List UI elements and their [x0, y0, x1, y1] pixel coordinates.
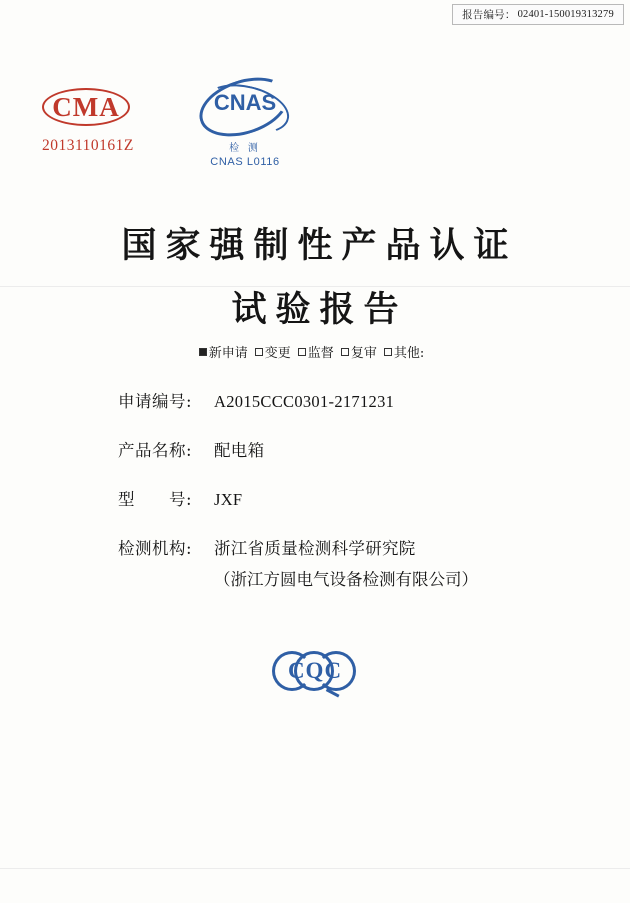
application-type-option-3[interactable] [341, 346, 377, 361]
field-label-test-organization: 检测机构: [118, 539, 193, 558]
field-application-number [118, 388, 588, 412]
application-type-label-4: 其他: [393, 346, 425, 361]
cqc-letters: CQC [287, 658, 343, 683]
scan-rule-bottom [0, 868, 630, 869]
field-label-model: 型 号: [118, 490, 193, 509]
field-value-application-number: A2015CCC0301-2171231 [214, 392, 395, 411]
cma-letters: CMA [52, 91, 120, 122]
cnas-letters: CNAS [213, 90, 277, 115]
field-product-name [118, 437, 588, 461]
field-value-test-organization-sub: （浙江方圆电气设备检测有限公司） [214, 570, 478, 589]
field-label-product-name: 产品名称: [118, 441, 193, 460]
checkbox-icon[interactable] [384, 348, 392, 356]
application-type-option-1[interactable] [255, 346, 291, 361]
checkbox-icon[interactable] [341, 348, 349, 356]
field-value-test-organization: 浙江省质量检测科学研究院 [214, 539, 416, 558]
application-type-option-0[interactable] [199, 346, 248, 361]
page-title-line2: 试验报告 [231, 289, 408, 330]
application-type-row [0, 342, 630, 361]
field-label-application-number: 申请编号: [118, 392, 193, 411]
application-type-option-4[interactable] [384, 346, 424, 361]
checkbox-icon[interactable] [298, 348, 306, 356]
page-title-line1: 国家强制性产品认证 [121, 225, 518, 266]
cma-certificate-number: 2013110161Z [42, 137, 134, 154]
cqc-logo-icon [272, 640, 358, 702]
field-test-organization [118, 535, 588, 559]
application-type-option-2[interactable] [298, 346, 334, 361]
field-value-product-name: 配电箱 [214, 441, 265, 460]
field-value-model: JXF [214, 490, 243, 509]
report-number-label: 报告编号： [462, 10, 516, 21]
report-number-box [452, 4, 624, 25]
application-type-label-2: 监督 [307, 346, 334, 361]
application-type-label-3: 复审 [350, 346, 377, 361]
checkbox-icon[interactable] [255, 348, 263, 356]
checkbox-icon-checked[interactable] [199, 348, 207, 356]
field-list [118, 388, 588, 614]
application-type-label-1: 变更 [264, 346, 291, 361]
cma-logo-icon [42, 88, 134, 128]
cnas-subtext: 检 测 [229, 143, 261, 154]
report-number-value: 02401-150019313279 [517, 9, 614, 20]
cma-mark [42, 88, 162, 155]
cnas-accreditation-code: CNAS L0116 [210, 156, 280, 168]
field-model [118, 486, 588, 510]
application-type-label-0: 新申请 [208, 346, 248, 361]
cqc-mark [0, 640, 630, 707]
cnas-logo-icon [190, 78, 300, 140]
cnas-mark [180, 78, 310, 168]
